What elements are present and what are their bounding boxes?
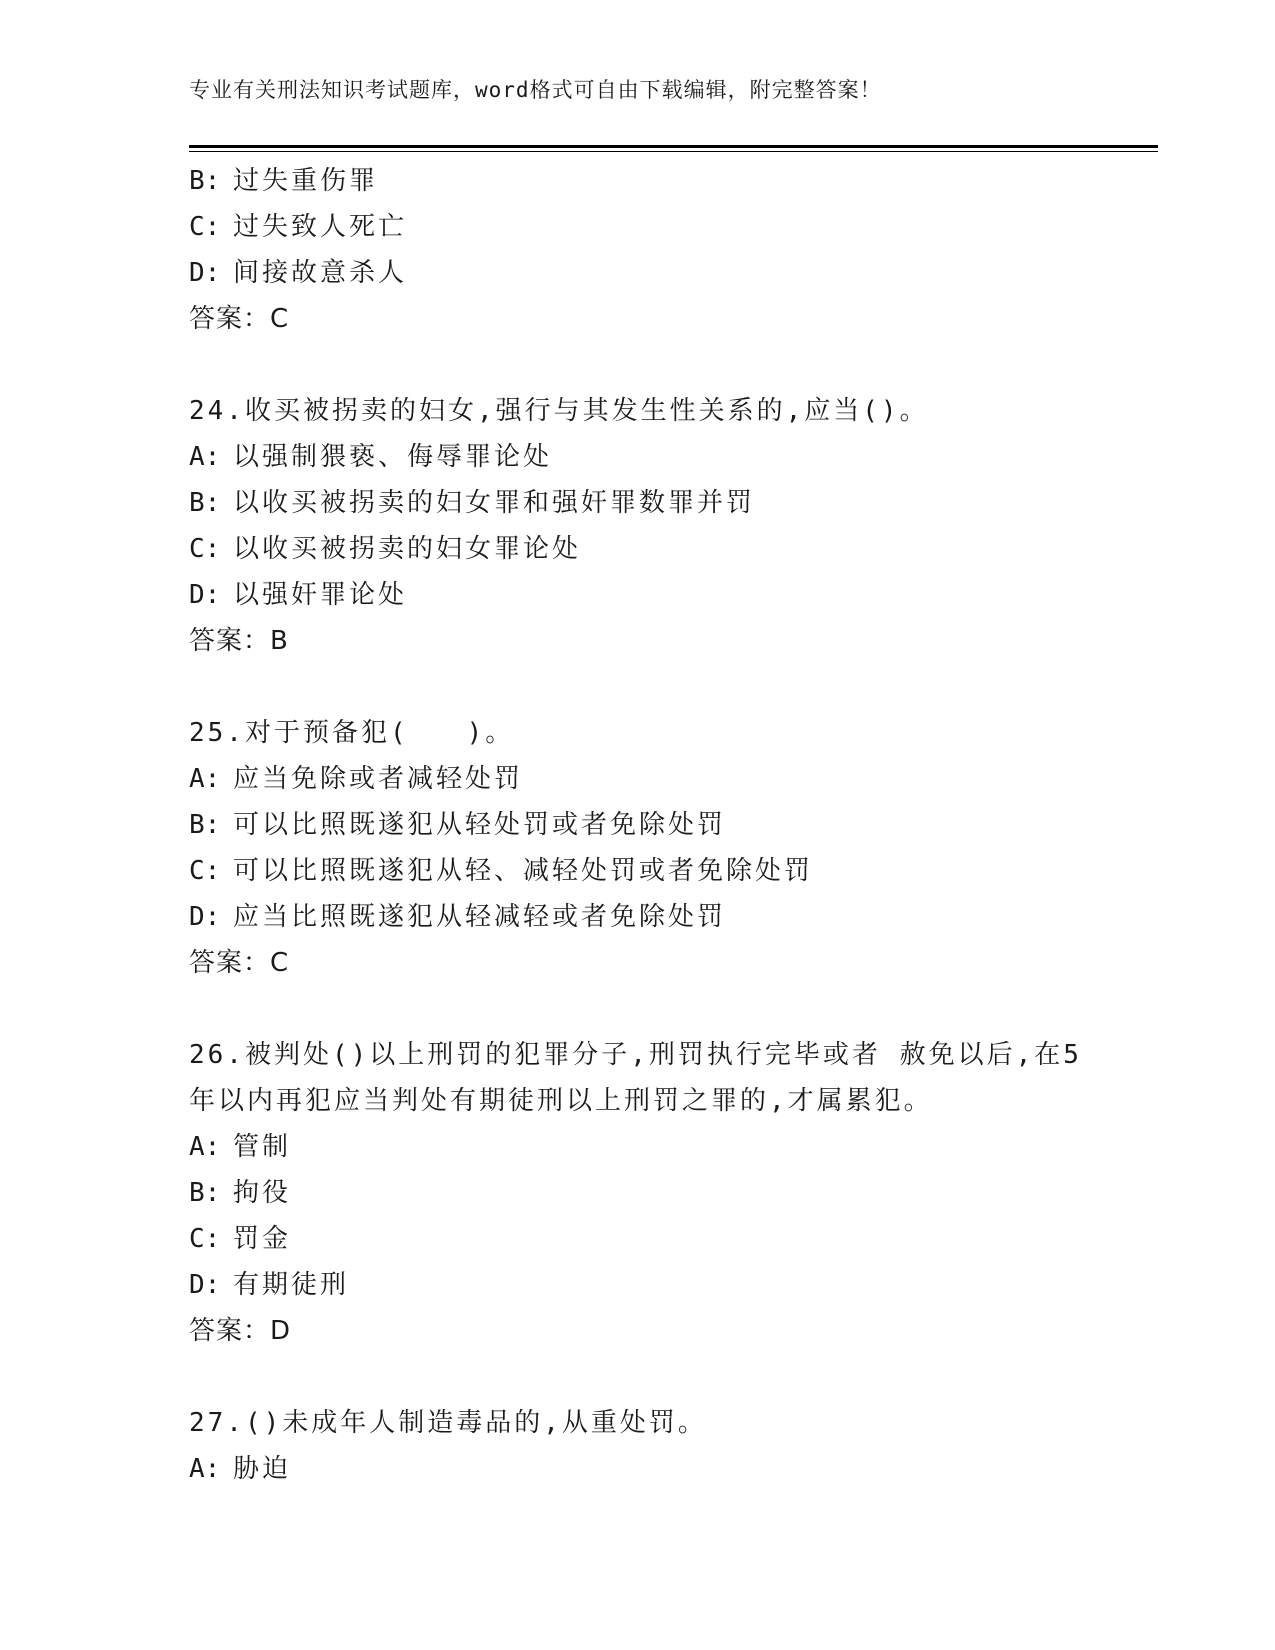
option-d: D: 应当比照既遂犯从轻减轻或者免除处罚 <box>189 902 727 932</box>
answer-line: 答案：C <box>189 304 290 334</box>
option-d: D: 以强奸罪论处 <box>189 580 408 610</box>
option-b: B: 可以比照既遂犯从轻处罚或者免除处罚 <box>189 810 727 840</box>
question-stem: 27.()未成年人制造毒品的,从重处罚。 <box>189 1408 707 1438</box>
question-24 <box>189 388 1129 664</box>
header-rule-thick <box>189 145 1158 148</box>
prev-question-options <box>189 158 1129 342</box>
answer-line: 答案：D <box>189 1316 292 1346</box>
option-c: C: 可以比照既遂犯从轻、减轻处罚或者免除处罚 <box>189 856 814 886</box>
header-rule-thin <box>189 151 1158 152</box>
option-a: A: 胁迫 <box>189 1454 292 1484</box>
question-25 <box>189 710 1129 986</box>
question-list <box>189 158 1129 1492</box>
option-d: D: 间接故意杀人 <box>189 258 408 288</box>
option-c: C: 以收买被拐卖的妇女罪论处 <box>189 534 582 564</box>
answer-line: 答案：C <box>189 948 290 978</box>
question-stem-line-2: 年以内再犯应当判处有期徒刑以上刑罚之罪的,才属累犯。 <box>189 1086 933 1116</box>
question-27 <box>189 1400 1129 1492</box>
document-header: 专业有关刑法知识考试题库，word格式可自由下载编辑，附完整答案！ <box>189 78 882 102</box>
option-b: B: 以收买被拐卖的妇女罪和强奸罪数罪并罚 <box>189 488 756 518</box>
question-stem-line-1: 26.被判处()以上刑罚的犯罪分子,刑罚执行完毕或者 赦免以后,在5 <box>189 1040 1082 1070</box>
option-a: A: 管制 <box>189 1132 292 1162</box>
answer-line: 答案：B <box>189 626 289 656</box>
question-stem: 25.对于预备犯( )。 <box>189 718 515 748</box>
option-d: D: 有期徒刑 <box>189 1270 350 1300</box>
option-b: B: 拘役 <box>189 1178 292 1208</box>
question-stem: 24.收买被拐卖的妇女,强行与其发生性关系的,应当()。 <box>189 396 929 426</box>
option-a: A: 以强制猥亵、侮辱罪论处 <box>189 442 553 472</box>
option-c: C: 过失致人死亡 <box>189 212 408 242</box>
option-c: C: 罚金 <box>189 1224 292 1254</box>
option-a: A: 应当免除或者减轻处罚 <box>189 764 524 794</box>
option-b: B: 过失重伤罪 <box>189 166 379 196</box>
question-26 <box>189 1032 1129 1354</box>
